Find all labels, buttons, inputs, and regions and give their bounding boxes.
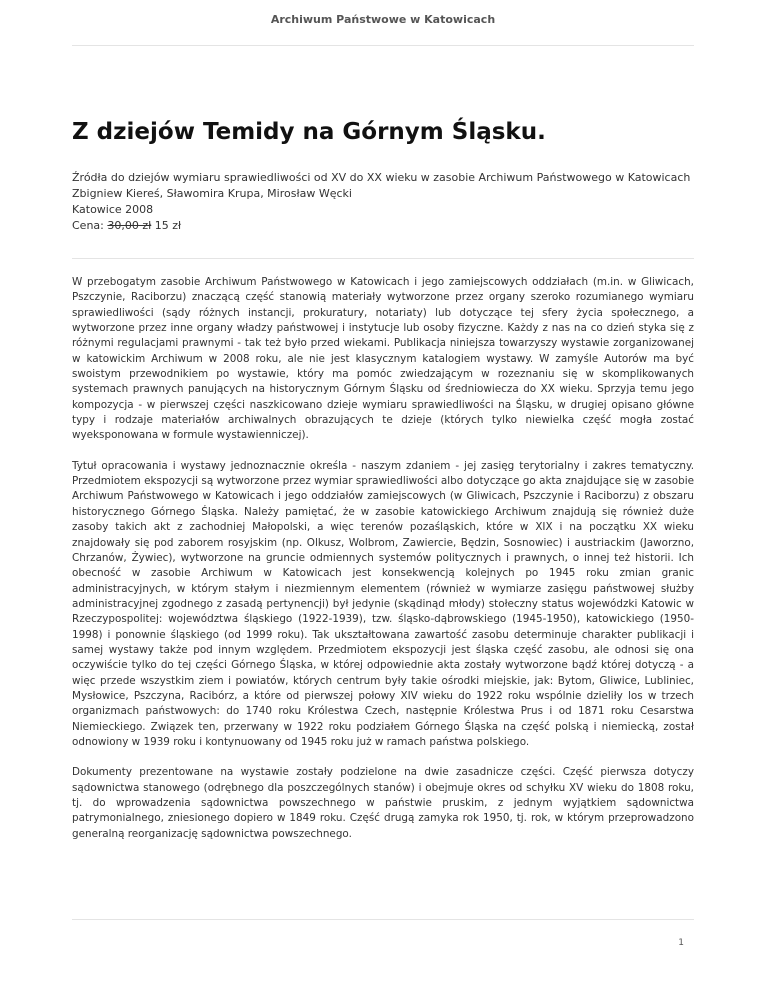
price-new: 15 zł <box>154 219 182 232</box>
price-old: 30,00 zł <box>107 219 152 232</box>
book-meta <box>72 170 694 234</box>
page-number: 1 <box>678 938 684 948</box>
divider-bottom <box>72 919 694 920</box>
paragraph-1: W przebogatym zasobie Archiwum Państwowego w Katowicach i jego zamiejscowych oddziałach (m.in. w Gliwicach, Pszczynie, Raciborzu) znaczącą część stanowią materiały wytworzone przez organy szeroko rozumianego wymiaru sprawiedliwości (sądy różnych instancji, prokuratury, notariaty) lub dotyczące tej sfery życia społecznego, a wytworzone przez inne organy władzy państwowej i instytucje lub osoby fizyczne. Każdy z nas na co dzień styka się z różnymi regulacjami prawnymi - tak też było przed wiekami. Publikacja niniejsza towarzyszy wystawie zorganizowanej w katowickim Archiwum w 2008 roku, ale nie jest klasycznym katalogiem wystawy. W zamyśle Autorów ma być swoistym przewodnikiem po wystawie, który ma pomóc zwiedzającym w rozeznaniu się w skomplikowanych systemach prawnych panujących na historycznym Górnym Śląsku od średniowiecza do XX wieku. Sprzyja temu jego kompozycja - w pierwszej części naszkicowano dzieje wymiaru sprawiedliwości na Śląsku, w drugiej opisano główne typy i rodzaje materiałów archiwalnych obrazujących te dzieje (których tylko niewielka część mogła zostać wyeksponowana w formule wystawienniczej). <box>72 276 694 442</box>
book-subtitle: Źródła do dziejów wymiaru sprawiedliwości od XV do XX wieku w zasobie Archiwum Państwowego w Katowicach <box>72 171 691 184</box>
price-label: Cena: <box>72 219 104 232</box>
paragraph-2: Tytuł opracowania i wystawy jednoznacznie określa - naszym zdaniem - jej zasięg terytorialny i zakres tematyczny. Przedmiotem ekspozycji są wytworzone przez wymiar sprawiedliwości albo dotyczące go akta znajdujące się w zasobie Archiwum Państwowego w Katowicach i jego oddziałów zamiejscowych (w Gliwicach, Pszczynie i Raciborzu) z obszaru historycznego Górnego Śląska. Należy pamiętać, że w zasobie katowickiego Archiwum znajdują się również duże zasoby takich akt z zachodniej Małopolski, a więc terenów pozaśląskich, które w XIX i na początku XX wieku znajdowały się pod zaborem rosyjskim (np. Olkusz, Wolbrom, Zawiercie, Będzin, Sosnowiec) i austriackim (Jaworzno, Chrzanów, Żywiec), wytworzone na gruncie odmiennych systemów politycznych i prawnych, o innej też historii. Ich obecność w zasobie Archiwum w Katowicach jest konsekwencją kolejnych po 1945 roku zmian granic administracyjnych, w którym stałym i niezmiennym elementem (również w wymiarze zasięgu państwowej służby administracyjnej zgodnego z zasadą pertynencji) był jedynie (skądinąd młody) stołeczny status wojewódzki Katowic w Rzeczypospolitej: województwa śląskiego (1922-1939), tzw. śląsko-dąbrowskiego (1945-1950), katowickiego (1950-1998) i ponownie śląskiego (od 1999 roku). Tak ukształtowana zawartość zasobu determinuje charakter publikacji i samej wystawy także pod innym względem. Przedmiotem ekspozycji jest śląska część zasobu, ale odnosi się ona oczywiście tylko do tej części Górnego Śląska, w której odpowiednie akta zostały wytworzone bądź której dotyczą - a więc przede wszystkim ziem i powiatów, których centrum były takie ośrodki miejskie, jak: Bytom, Gliwice, Lubliniec, Mysłowice, Pszczyna, Racibórz, a które od pierwszej połowy XIV wieku do 1922 roku wspólnie dzieliły los w trzech organizmach państwowych: do 1740 roku Królestwa Czech, następnie Królestwa Prus i od 1871 roku Cesarstwa Niemieckiego. Związek ten, przerwany w 1922 roku podziałem Górnego Śląska na część polską i niemiecką, został odnowiony w 1939 roku i kontynuowany od 1945 roku już w ramach państwa polskiego. <box>72 459 694 748</box>
site-header <box>72 0 694 46</box>
page-title: Z dziejów Temidy na Górnym Śląsku. <box>72 119 546 145</box>
paragraph-3: Dokumenty prezentowane na wystawie zostały podzielone na dwie zasadnicze części. Część pierwsza dotyczy sądownictwa stanowego (odrębnego dla poszczególnych stanów) i obejmuje okres od schyłku XV wieku do 1808 roku, tj. do wprowadzenia sądownictwa powszechnego w państwie pruskim, z jednym wyjątkiem sądownictwa patrymonialnego, zniesionego dopiero w 1849 roku. Część drugą zamyka rok 1950, tj. rok, w którym przeprowadzono generalną reorganizację sądownictwa powszechnego. <box>72 766 694 840</box>
divider-top <box>72 258 694 259</box>
article-body <box>72 275 694 857</box>
book-authors: Zbigniew Kiereś, Sławomira Krupa, Mirosław Węcki <box>72 187 352 200</box>
book-price <box>72 218 694 234</box>
book-place-year: Katowice 2008 <box>72 203 154 216</box>
site-name: Archiwum Państwowe w Katowicach <box>270 13 496 26</box>
